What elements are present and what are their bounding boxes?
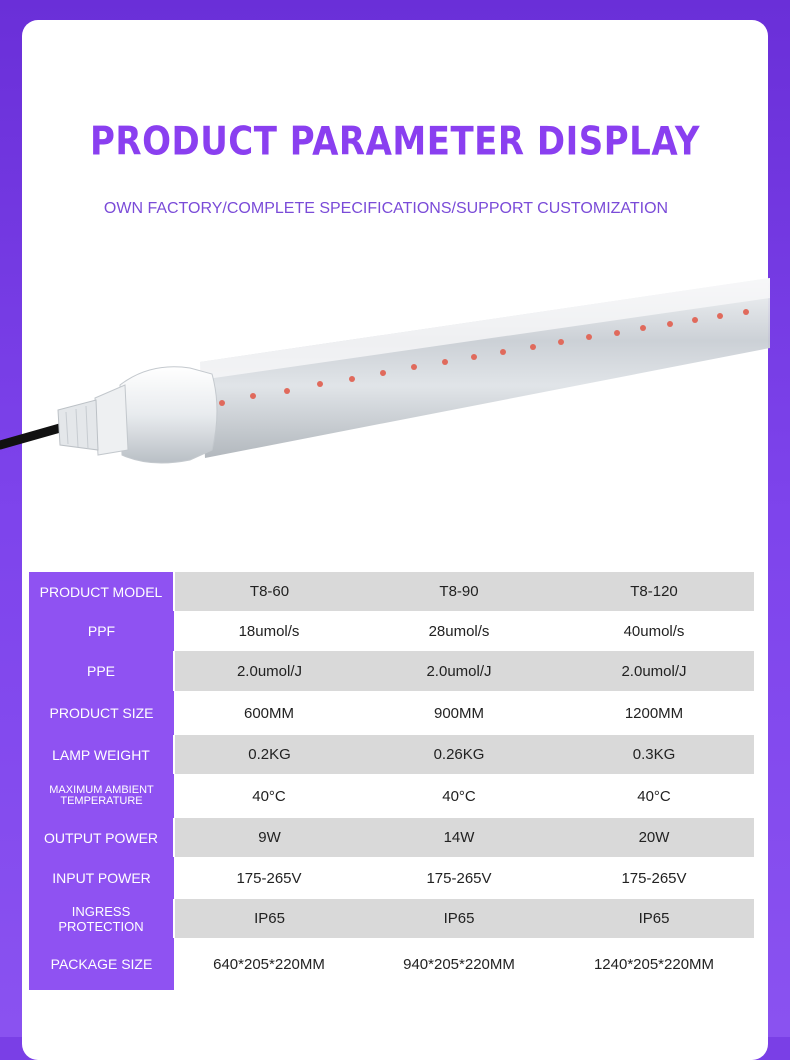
cell-value: 28umol/s bbox=[364, 611, 554, 651]
table-row bbox=[29, 572, 754, 611]
cell-value: 940*205*220MM bbox=[364, 938, 554, 990]
cell-value: 0.2KG bbox=[174, 735, 364, 774]
spec-table bbox=[29, 572, 755, 990]
row-label: INPUT POWER bbox=[29, 857, 174, 899]
product-image bbox=[0, 250, 790, 510]
cell-value: 40°C bbox=[174, 774, 364, 818]
page-title: PRODUCT PARAMETER DISPLAY bbox=[89, 119, 701, 165]
cell-value: 175-265V bbox=[554, 857, 754, 899]
cell-value: T8-90 bbox=[364, 572, 554, 611]
table-row bbox=[29, 651, 754, 691]
cell-value: IP65 bbox=[364, 899, 554, 938]
cell-value: 2.0umol/J bbox=[174, 651, 364, 691]
cell-value: T8-60 bbox=[174, 572, 364, 611]
table-row bbox=[29, 818, 754, 857]
cell-value: 2.0umol/J bbox=[364, 651, 554, 691]
cell-value: 40umol/s bbox=[554, 611, 754, 651]
cell-value: 1240*205*220MM bbox=[554, 938, 754, 990]
table-row bbox=[29, 938, 754, 990]
cell-value: 640*205*220MM bbox=[174, 938, 364, 990]
table-row bbox=[29, 735, 754, 774]
cell-value: IP65 bbox=[554, 899, 754, 938]
table-row bbox=[29, 774, 754, 818]
cell-value: 600MM bbox=[174, 691, 364, 735]
cell-value: 40°C bbox=[364, 774, 554, 818]
cell-value: IP65 bbox=[174, 899, 364, 938]
cell-value: 0.3KG bbox=[554, 735, 754, 774]
cell-value: 900MM bbox=[364, 691, 554, 735]
table-row bbox=[29, 691, 754, 735]
row-label: MAXIMUM AMBIENT TEMPERATURE bbox=[29, 774, 174, 818]
cell-value: 18umol/s bbox=[174, 611, 364, 651]
row-label: PPE bbox=[29, 651, 174, 691]
cell-value: 1200MM bbox=[554, 691, 754, 735]
row-label: LAMP WEIGHT bbox=[29, 735, 174, 774]
cell-value: 175-265V bbox=[174, 857, 364, 899]
led-tube-illustration bbox=[0, 250, 790, 510]
table-row bbox=[29, 857, 754, 899]
row-label: INGRESS PROTECTION bbox=[29, 899, 174, 938]
row-label: PRODUCT MODEL bbox=[29, 572, 174, 611]
cell-value: 9W bbox=[174, 818, 364, 857]
cell-value: 175-265V bbox=[364, 857, 554, 899]
row-label: PPF bbox=[29, 611, 174, 651]
page-subtitle: OWN FACTORY/COMPLETE SPECIFICATIONS/SUPPORT CUSTOMIZATION bbox=[103, 200, 669, 217]
row-label: PACKAGE SIZE bbox=[29, 938, 174, 990]
table-row bbox=[29, 899, 754, 938]
cell-value: 40°C bbox=[554, 774, 754, 818]
row-label: PRODUCT SIZE bbox=[29, 691, 174, 735]
cell-value: 20W bbox=[554, 818, 754, 857]
row-label: OUTPUT POWER bbox=[29, 818, 174, 857]
table-row bbox=[29, 611, 754, 651]
cell-value: 2.0umol/J bbox=[554, 651, 754, 691]
cell-value: 0.26KG bbox=[364, 735, 554, 774]
cell-value: T8-120 bbox=[554, 572, 754, 611]
cell-value: 14W bbox=[364, 818, 554, 857]
